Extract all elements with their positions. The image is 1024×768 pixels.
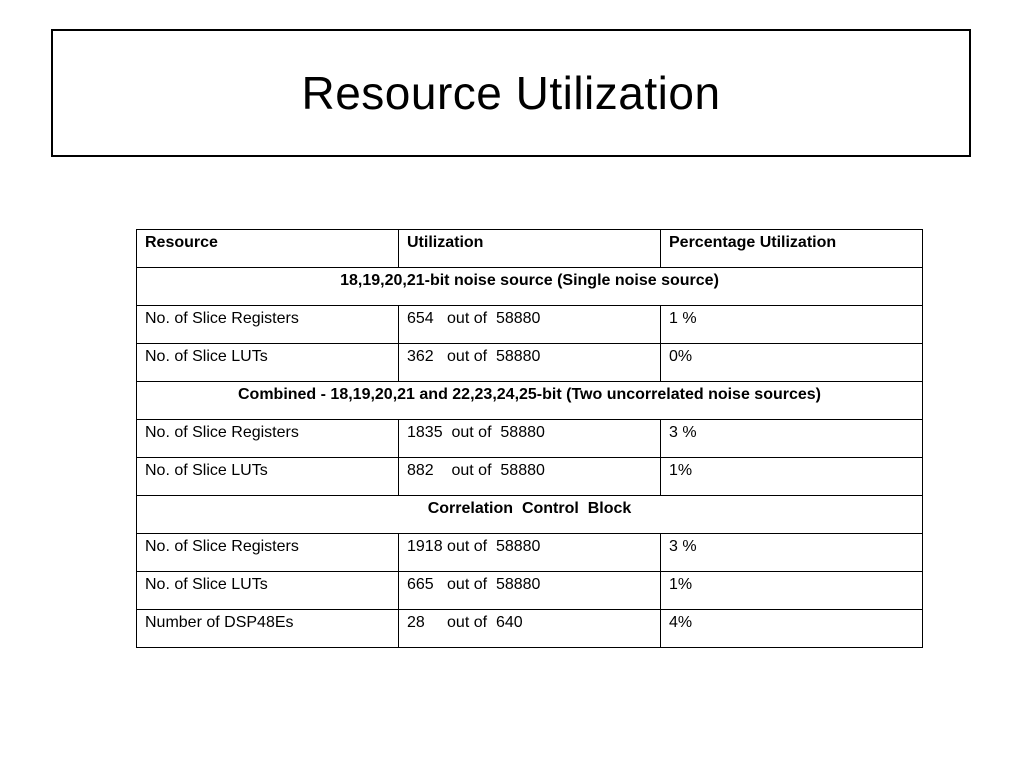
table-row — [137, 420, 923, 458]
section-title: 18,19,20,21-bit noise source (Single noise source) — [137, 268, 923, 306]
resource-cell: No. of Slice LUTs — [137, 572, 399, 610]
percentage-cell: 0% — [661, 344, 923, 382]
resource-utilization-table — [136, 229, 923, 648]
percentage-cell: 1% — [661, 458, 923, 496]
percentage-cell: 3 % — [661, 534, 923, 572]
utilization-cell: 665 out of 58880 — [399, 572, 661, 610]
section-title: Combined - 18,19,20,21 and 22,23,24,25-bit (Two uncorrelated noise sources) — [137, 382, 923, 420]
slide-title: Resource Utilization — [301, 67, 721, 119]
utilization-cell: 1918 out of 58880 — [399, 534, 661, 572]
table-row — [137, 458, 923, 496]
resource-cell: No. of Slice Registers — [137, 306, 399, 344]
resource-cell: No. of Slice LUTs — [137, 458, 399, 496]
resource-cell: Number of DSP48Es — [137, 610, 399, 648]
table-header-row — [137, 230, 923, 268]
table-row — [137, 572, 923, 610]
resource-cell: No. of Slice Registers — [137, 420, 399, 458]
resource-cell: No. of Slice Registers — [137, 534, 399, 572]
percentage-cell: 4% — [661, 610, 923, 648]
section-row-correlation-control-block — [137, 496, 923, 534]
section-title: Correlation Control Block — [137, 496, 923, 534]
table-row — [137, 344, 923, 382]
table-row — [137, 610, 923, 648]
resource-cell: No. of Slice LUTs — [137, 344, 399, 382]
percentage-cell: 3 % — [661, 420, 923, 458]
utilization-cell: 362 out of 58880 — [399, 344, 661, 382]
percentage-cell: 1 % — [661, 306, 923, 344]
utilization-cell: 882 out of 58880 — [399, 458, 661, 496]
header-utilization: Utilization — [399, 230, 661, 268]
section-row-single-noise-source — [137, 268, 923, 306]
section-row-two-noise-sources — [137, 382, 923, 420]
utilization-cell: 28 out of 640 — [399, 610, 661, 648]
header-percentage-utilization: Percentage Utilization — [661, 230, 923, 268]
table-row — [137, 306, 923, 344]
slide-title-box — [51, 29, 971, 157]
header-resource: Resource — [137, 230, 399, 268]
percentage-cell: 1% — [661, 572, 923, 610]
utilization-cell: 1835 out of 58880 — [399, 420, 661, 458]
utilization-cell: 654 out of 58880 — [399, 306, 661, 344]
table-row — [137, 534, 923, 572]
